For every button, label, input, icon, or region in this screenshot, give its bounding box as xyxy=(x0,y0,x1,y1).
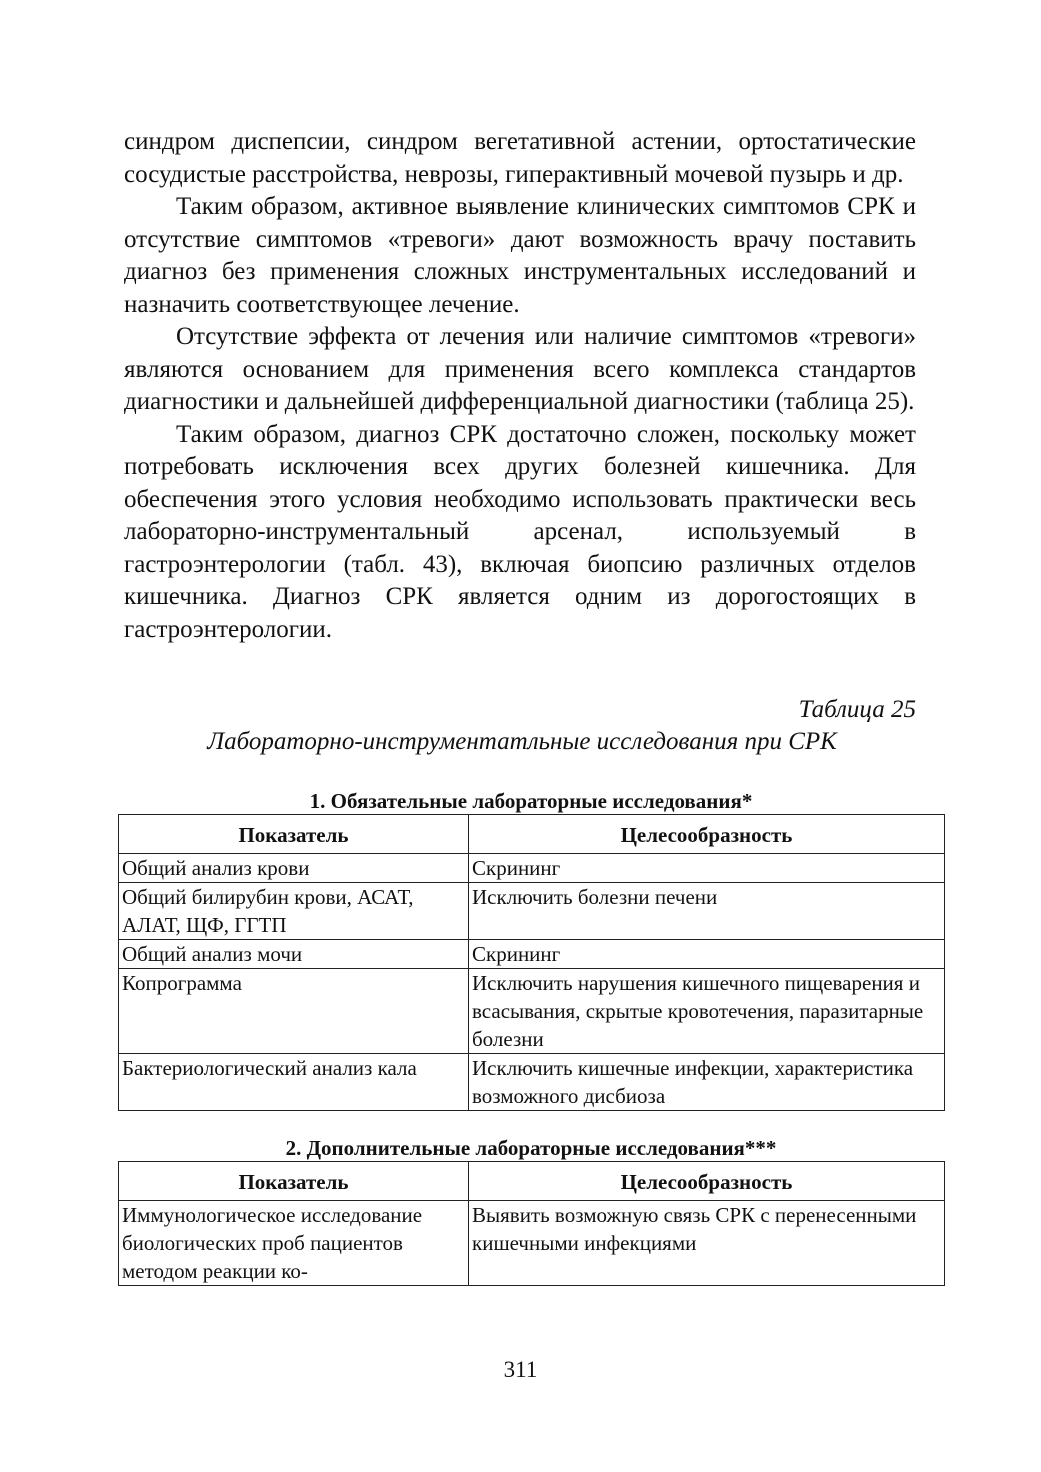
cell-purpose: Исключить болезни печени xyxy=(469,883,945,940)
column-header-indicator: Показатель xyxy=(119,1162,469,1201)
table-row xyxy=(119,1201,945,1286)
table-row xyxy=(119,1054,945,1111)
page-content xyxy=(122,126,924,1286)
table-number: Таблица 25 xyxy=(798,696,916,723)
cell-purpose: Выявить возможную связь СРК с перенесенными кишечными инфекциями xyxy=(469,1201,945,1286)
section-title-additional: 2. Дополнительные лабораторные исследования*** xyxy=(285,1136,777,1160)
paragraph: Таким образом, диагноз СРК достаточно сложен, поскольку может потребовать исключения всех других болезней кишечника. Для обеспечения этого условия необходимо использовать практически весь лабораторно-инструментальный арсенал, используемый в гастроэнтерологии (табл. 43), включая биопсию различных отделов кишечника. Диагноз СРК является одним из дорогостоящих в гастроэнтерологии. xyxy=(124,420,916,643)
cell-indicator: Общий билирубин крови, АСАТ, АЛАТ, ЩФ, ГГТП xyxy=(119,883,469,940)
table-mandatory-tests xyxy=(118,814,945,1111)
page-number: 311 xyxy=(503,1357,538,1382)
table-row xyxy=(119,969,945,1054)
table-row xyxy=(119,883,945,940)
table-title: Лабораторно-инструментатльные исследования при СРК xyxy=(207,728,837,755)
cell-indicator: Копрограмма xyxy=(119,969,469,1054)
table-caption xyxy=(124,694,916,758)
cell-purpose: Исключить нарушения кишечного пищеварения и всасывания, скрытые кровотечения, паразитарные болезни xyxy=(469,969,945,1054)
cell-purpose: Скрининг xyxy=(469,940,945,969)
column-header-purpose: Целесообразность xyxy=(469,815,945,854)
paragraph-continued: синдром диспепсии, синдром вегетативной астении, ортостатические сосудистые расстройства, неврозы, гиперактивный мочевой пузырь и др. xyxy=(124,128,916,188)
section-title-mandatory: 1. Обязательные лабораторные исследования* xyxy=(309,789,753,813)
cell-purpose: Исключить кишечные инфекции, характеристика возможного дисбиоза xyxy=(469,1054,945,1111)
table-additional-tests xyxy=(118,1161,945,1286)
table-row xyxy=(119,854,945,883)
cell-indicator: Общий анализ мочи xyxy=(119,940,469,969)
table-row xyxy=(119,940,945,969)
cell-purpose: Скрининг xyxy=(469,854,945,883)
column-header-purpose: Целесообразность xyxy=(469,1162,945,1201)
cell-indicator: Бактериологический анализ кала xyxy=(119,1054,469,1111)
paragraph: Отсутствие эффекта от лечения или наличие симптомов «тревоги» являются основанием для применения всего комплекса стандартов диагностики и дальнейшей дифференциальной диагностики (таблица 25). xyxy=(124,323,916,415)
table-header-row xyxy=(119,815,945,854)
table-header-row xyxy=(119,1162,945,1201)
cell-indicator: Иммунологическое исследование биологических проб пациентов методом реакции ко- xyxy=(119,1201,469,1286)
column-header-indicator: Показатель xyxy=(119,815,469,854)
paragraph: Таким образом, активное выявление клинических симптомов СРК и отсутствие симптомов «тревоги» дают возможность врачу поставить диагноз без применения сложных инструментальных исследований и назначить соответствующее лечение. xyxy=(124,193,916,318)
cell-indicator: Общий анализ крови xyxy=(119,854,469,883)
